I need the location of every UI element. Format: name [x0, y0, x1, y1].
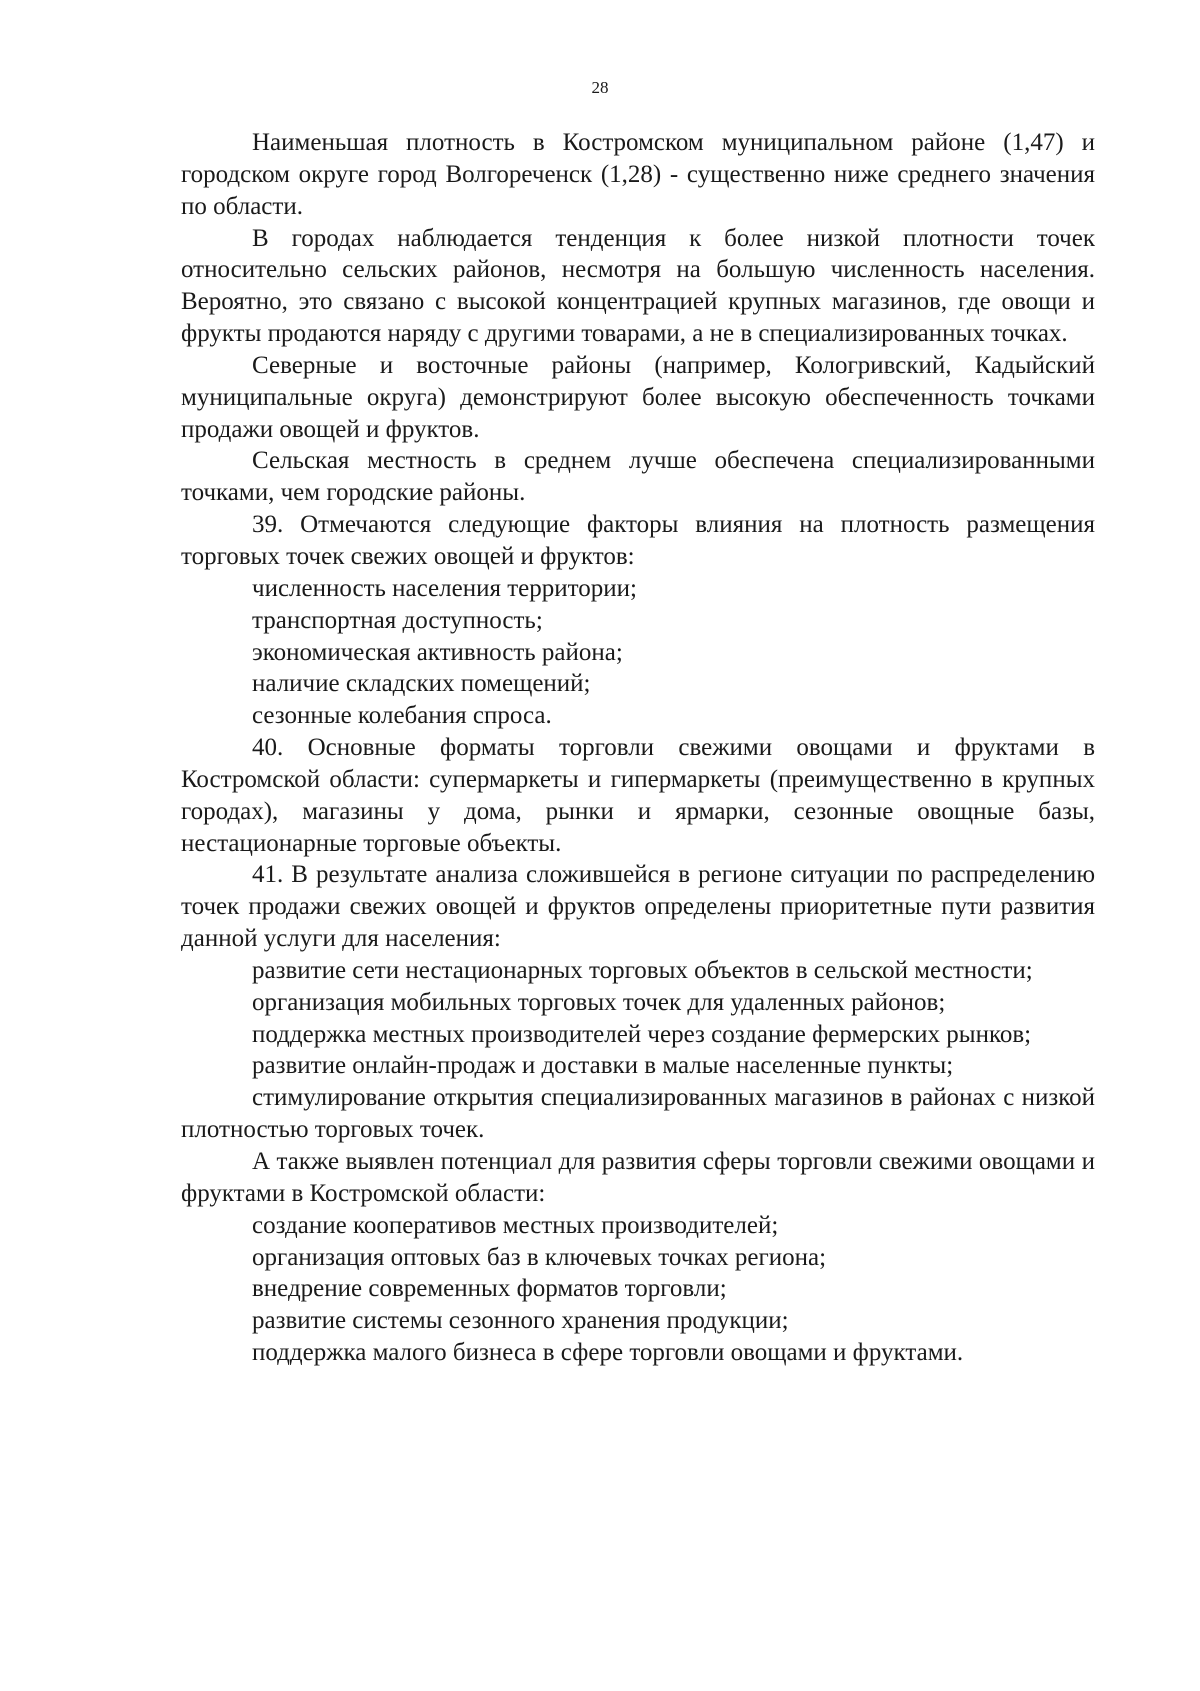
priority-item: стимулирование открытия специализированных магазинов в районах с низкой плотностью торговых точек. — [181, 1084, 1095, 1144]
paragraph-39-factors: 39. Отмечаются следующие факторы влияния на плотность размещения торговых точек свежих овощей и фруктов: — [181, 511, 1095, 570]
potential-item: организация оптовых баз в ключевых точках региона; — [252, 1243, 827, 1271]
potential-item: внедрение современных форматов торговли; — [252, 1275, 727, 1303]
factor-item: численность населения территории; — [252, 574, 637, 602]
paragraph-rural: Сельская местность в среднем лучше обеспечена специализированными точками, чем городские районы. — [181, 447, 1095, 507]
paragraph-40-formats: 40. Основные форматы торговли свежими овощами и фруктами в Костромской области: супермаркеты и гипермаркеты (преимущественно в крупных городах), магазины у дома, рынки и ярмарки, сезонные овощные базы, нестационарные торговые объекты. — [181, 734, 1095, 857]
priority-item: поддержка местных производителей через создание фермерских рынков; — [252, 1020, 1032, 1048]
potential-item: развитие системы сезонного хранения продукции; — [252, 1307, 789, 1335]
factor-item: экономическая активность района; — [252, 638, 623, 666]
paragraph-cities-trend: В городах наблюдается тенденция к более низкой плотности точек относительно сельских районов, несмотря на большую численность населения. Вероятно, это связано с высокой концентрацией крупных магазинов, где овощи и фрукты продаются наряду с другими товарами, а не в специализированных точках. — [181, 224, 1095, 348]
priority-item: развитие сети нестационарных торговых объектов в сельской местности; — [252, 956, 1033, 984]
priority-item: развитие онлайн-продаж и доставки в малые населенные пункты; — [252, 1052, 954, 1080]
priority-item: организация мобильных торговых точек для удаленных районов; — [252, 988, 946, 1016]
paragraph-potential: А также выявлен потенциал для развития сферы торговли свежими овощами и фруктами в Костромской области: — [181, 1148, 1095, 1207]
factor-item: наличие складских помещений; — [252, 670, 591, 698]
document-body — [181, 127, 1095, 1369]
paragraph-41-analysis: 41. В результате анализа сложившейся в регионе ситуации по распределению точек продажи свежих овощей и фруктов определены приоритетные пути развития данной услуги для населения: — [181, 861, 1095, 953]
paragraph-lowest-density: Наименьшая плотность в Костромском муниципальном районе (1,47) и городском округе город Волгореченск (1,28) - существенно ниже среднего значения по области. — [181, 129, 1095, 220]
potential-item: создание кооперативов местных производителей; — [252, 1211, 779, 1239]
factor-item: сезонные колебания спроса. — [252, 702, 552, 730]
paragraph-north-east: Северные и восточные районы (например, Кологривский, Кадыйский муниципальные округа) демонстрируют более высокую обеспеченность точками продажи овощей и фруктов. — [181, 351, 1095, 443]
potential-item: поддержка малого бизнеса в сфере торговли овощами и фруктами. — [252, 1339, 964, 1367]
page-number: 28 — [591, 78, 609, 97]
factor-item: транспортная доступность; — [252, 606, 543, 634]
